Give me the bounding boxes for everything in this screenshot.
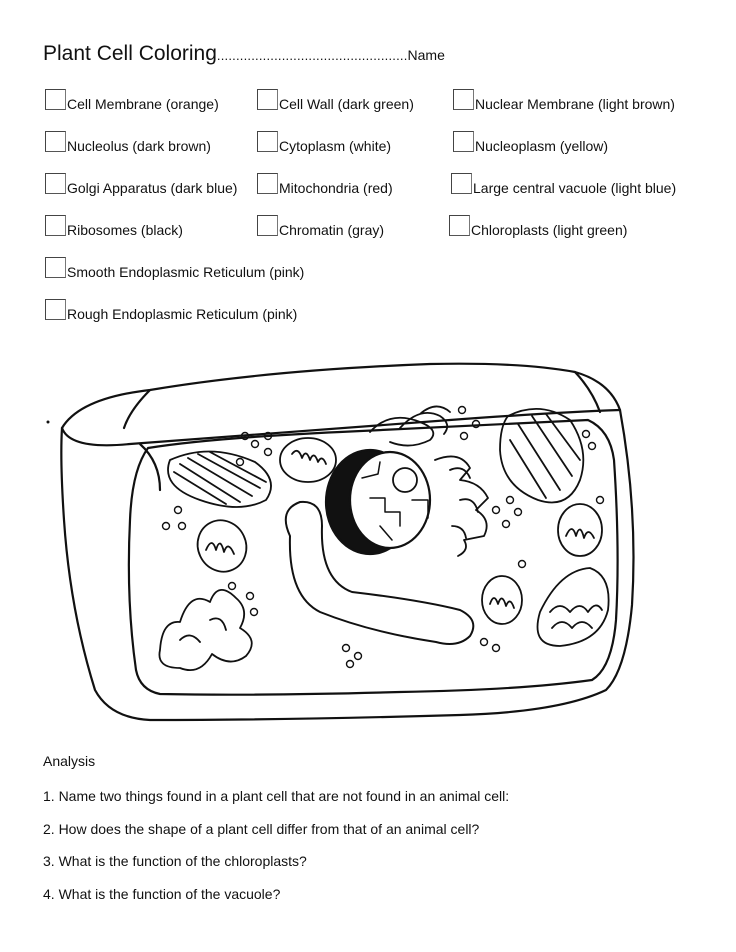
checklist-item-smooth-er xyxy=(45,257,304,280)
checkbox[interactable] xyxy=(45,215,66,236)
plant-cell-diagram xyxy=(40,350,640,730)
chloroplast xyxy=(538,568,609,646)
cell-wall-front-edge xyxy=(62,410,620,445)
name-label: Name xyxy=(407,47,445,63)
checkbox[interactable] xyxy=(257,131,278,152)
checklist-item-chloroplasts xyxy=(449,215,627,238)
analysis-heading: Analysis xyxy=(43,753,96,769)
checkbox[interactable] xyxy=(45,173,66,194)
checklist-label: Cell Membrane (orange) xyxy=(67,96,219,112)
chloroplast xyxy=(168,451,271,507)
checkbox[interactable] xyxy=(45,89,66,110)
checklist-item-cell-membrane xyxy=(45,89,219,112)
checklist-label: Large central vacuole (light blue) xyxy=(473,180,677,196)
checklist-label: Chloroplasts (light green) xyxy=(471,222,628,238)
checkbox[interactable] xyxy=(453,89,474,110)
worksheet-title: Plant Cell Coloring xyxy=(43,42,217,65)
checklist-label: Golgi Apparatus (dark blue) xyxy=(67,180,238,196)
checklist-label: Nuclear Membrane (light brown) xyxy=(475,96,675,112)
checkbox[interactable] xyxy=(257,173,278,194)
checklist-item-ribosomes xyxy=(45,215,183,238)
checklist-item-golgi-apparatus xyxy=(45,173,237,196)
worksheet-header xyxy=(43,42,445,66)
checklist-label: Nucleoplasm (yellow) xyxy=(475,138,609,154)
analysis-question: 2. How does the shape of a plant cell differ from that of an animal cell? xyxy=(43,821,480,837)
checkbox[interactable] xyxy=(257,215,278,236)
analysis-question: 1. Name two things found in a plant cell that are not found in an animal cell: xyxy=(43,788,510,804)
checklist-label: Nucleolus (dark brown) xyxy=(67,138,211,154)
analysis-question: 4. What is the function of the vacuole? xyxy=(43,886,281,902)
checklist-label: Smooth Endoplasmic Reticulum (pink) xyxy=(67,264,305,280)
checkbox[interactable] xyxy=(45,257,66,278)
checkbox[interactable] xyxy=(453,131,474,152)
golgi-apparatus xyxy=(435,456,488,556)
mitochondrion xyxy=(189,512,254,579)
checkbox[interactable] xyxy=(449,215,470,236)
checklist-item-mitochondria xyxy=(257,173,393,196)
checklist-item-chromatin xyxy=(257,215,384,238)
rough-er xyxy=(159,590,251,670)
checklist-label: Chromatin (gray) xyxy=(279,222,385,238)
checklist-item-cytoplasm xyxy=(257,131,391,154)
checklist-label: Cytoplasm (white) xyxy=(279,138,392,154)
checklist-item-central-vacuole xyxy=(451,173,676,196)
checklist-item-nucleoplasm xyxy=(453,131,608,154)
mitochondrion xyxy=(558,504,602,556)
checkbox[interactable] xyxy=(257,89,278,110)
checklist-item-rough-er xyxy=(45,299,297,322)
analysis-question: 3. What is the function of the chloroplasts? xyxy=(43,853,307,869)
nucleus xyxy=(326,450,430,554)
checklist-item-cell-wall xyxy=(257,89,414,112)
checkbox[interactable] xyxy=(45,131,66,152)
checklist-item-nucleolus xyxy=(45,131,211,154)
checklist-label: Mitochondria (red) xyxy=(279,180,393,196)
mitochondrion xyxy=(482,576,522,624)
checkbox[interactable] xyxy=(45,299,66,320)
name-blank-line: .................................................. xyxy=(216,48,408,63)
checklist-label: Rough Endoplasmic Reticulum (pink) xyxy=(67,306,298,322)
mitochondrion xyxy=(280,438,336,482)
checklist-label: Cell Wall (dark green) xyxy=(279,96,414,112)
checklist-item-nuclear-membrane xyxy=(453,89,675,112)
checklist-label: Ribosomes (black) xyxy=(67,222,183,238)
checkbox[interactable] xyxy=(451,173,472,194)
